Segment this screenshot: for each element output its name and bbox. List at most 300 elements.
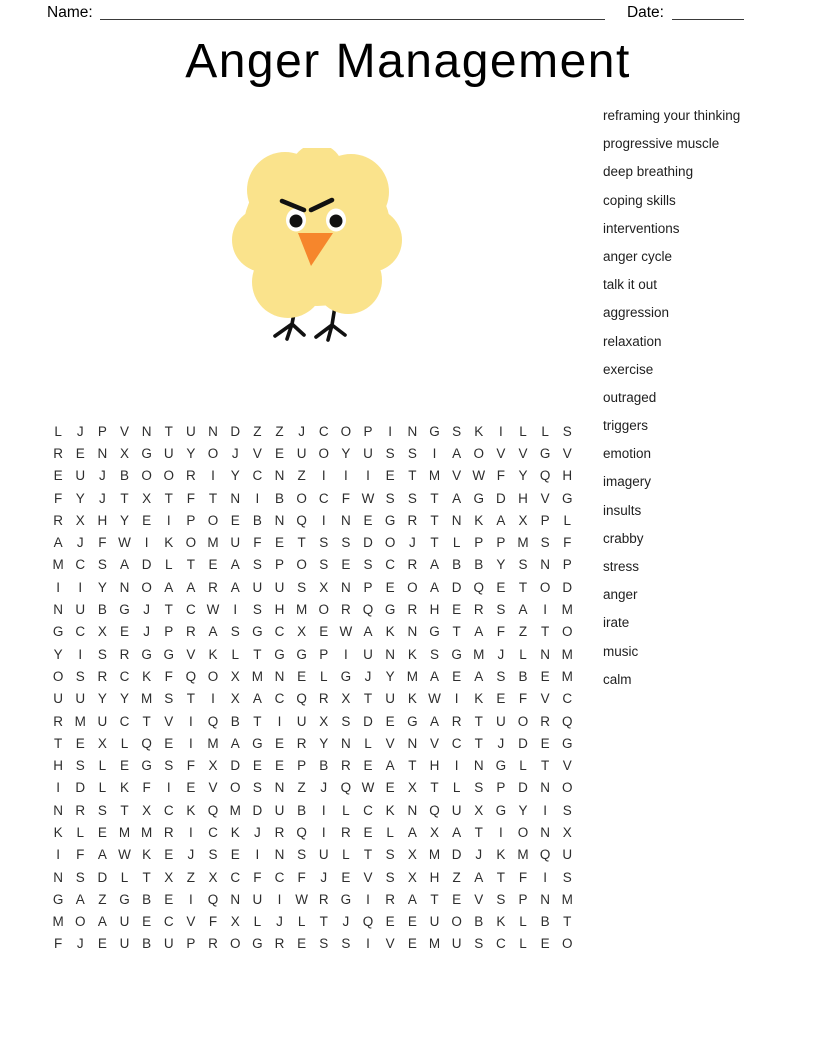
grid-cell: O (141, 468, 152, 484)
grid-cell: A (407, 824, 417, 840)
grid-cell: C (208, 824, 218, 840)
grid-cell: G (252, 936, 263, 952)
grid-cell: G (252, 624, 263, 640)
grid-cell: O (207, 445, 219, 461)
grid-cell: R (296, 735, 307, 751)
grid-cell: X (164, 869, 174, 885)
grid-cell: F (496, 468, 505, 484)
grid-cell: N (341, 735, 351, 751)
grid-cell: O (384, 535, 396, 551)
grid-cell: W (118, 535, 131, 551)
grid-cell: X (341, 691, 351, 707)
grid-cell: A (452, 490, 462, 506)
grid-cell: T (452, 624, 461, 640)
grid-cell: T (474, 713, 483, 729)
grid-cell: O (517, 824, 529, 840)
grid-cell: J (231, 445, 239, 461)
grid-cell: E (341, 869, 351, 885)
grid-cell: G (52, 891, 64, 907)
grid-cell: O (74, 914, 86, 930)
grid-cell: I (366, 891, 370, 907)
grid-cell: T (164, 602, 173, 618)
grid-cell: J (143, 602, 150, 618)
grid-cell: J (98, 468, 106, 484)
grid-cell: I (211, 691, 215, 707)
grid-cell: K (385, 624, 395, 640)
grid-cell: Z (275, 423, 284, 439)
grid-cell: Y (518, 468, 528, 484)
grid-cell: O (318, 445, 330, 461)
grid-cell: E (142, 512, 152, 528)
grid-cell: J (143, 624, 150, 640)
grid-cell: E (452, 668, 462, 684)
grid-cell: O (562, 624, 573, 640)
grid-cell: X (474, 802, 484, 818)
grid-cell: G (407, 713, 418, 729)
grid-cell: S (97, 557, 107, 573)
word-list-item: emotion (603, 446, 652, 462)
grid-cell: N (274, 512, 285, 528)
grid-cell: I (78, 579, 83, 595)
grid-cell: I (344, 468, 348, 484)
grid-cell: P (363, 423, 373, 439)
grid-cell: D (451, 847, 462, 863)
grid-cell: V (429, 735, 439, 751)
grid-cell: X (319, 579, 329, 595)
grid-cell: I (321, 512, 326, 528)
grid-cell: V (496, 445, 506, 461)
grid-cell: O (207, 668, 219, 684)
grid-cell: B (230, 713, 240, 729)
grid-cell: T (430, 780, 439, 796)
grid-cell: X (142, 802, 152, 818)
grid-cell: H (429, 758, 440, 774)
grid-cell: L (519, 423, 527, 439)
grid-cell: Q (185, 668, 197, 684)
grid-cell: H (53, 758, 63, 774)
grid-cell: F (53, 936, 63, 952)
grid-cell: J (497, 735, 505, 751)
grid-cell: M (141, 824, 153, 840)
grid-cell: L (519, 758, 527, 774)
grid-cell: E (297, 668, 307, 684)
grid-cell: E (119, 624, 129, 640)
grid-cell: U (119, 914, 130, 930)
grid-cell: V (474, 891, 484, 907)
grid-cell: S (474, 936, 484, 952)
grid-cell: V (540, 490, 550, 506)
grid-cell: E (540, 735, 550, 751)
grid-cell: S (208, 847, 218, 863)
grid-cell: L (320, 668, 328, 684)
grid-cell: M (52, 557, 64, 573)
word-list-item: anger cycle (603, 248, 673, 264)
grid-cell: X (562, 824, 572, 840)
grid-cell: G (163, 646, 175, 662)
grid-cell: E (97, 824, 107, 840)
grid-cell: E (363, 824, 373, 840)
grid-cell: N (407, 735, 418, 751)
grid-cell: T (408, 758, 417, 774)
grid-cell: S (562, 423, 572, 439)
grid-cell: T (430, 891, 439, 907)
grid-cell: X (230, 914, 240, 930)
grid-cell: S (97, 646, 107, 662)
name-write-line (100, 4, 605, 20)
grid-cell: G (119, 602, 130, 618)
grid-cell: T (363, 847, 373, 863)
grid-cell: A (474, 668, 484, 684)
grid-cell: T (474, 824, 483, 840)
grid-cell: S (429, 646, 439, 662)
grid-cell: S (252, 602, 262, 618)
grid-cell: B (142, 936, 152, 952)
grid-cell: M (52, 914, 64, 930)
grid-cell: I (56, 579, 60, 595)
grid-cell: C (75, 624, 86, 640)
grid-cell: R (473, 602, 484, 618)
grid-cell: I (166, 780, 171, 796)
grid-cell: K (186, 802, 196, 818)
grid-cell: C (274, 624, 285, 640)
grid-cell: C (75, 557, 86, 573)
grid-cell: R (341, 602, 351, 618)
grid-cell: U (163, 445, 174, 461)
grid-cell: E (385, 579, 395, 595)
grid-cell: S (252, 557, 262, 573)
grid-cell: N (97, 445, 108, 461)
grid-cell: F (208, 914, 218, 930)
word-list-item: music (603, 643, 639, 659)
word-list-item: crabby (603, 530, 644, 546)
grid-cell: V (186, 646, 196, 662)
grid-cell: K (142, 847, 152, 863)
grid-cell: B (319, 758, 329, 774)
grid-cell: P (97, 423, 107, 439)
grid-cell: P (274, 557, 284, 573)
grid-cell: O (318, 602, 330, 618)
grid-cell: B (540, 914, 550, 930)
grid-cell: N (230, 891, 241, 907)
grid-cell: N (451, 512, 462, 528)
grid-cell: A (97, 914, 107, 930)
grid-cell: I (454, 758, 459, 774)
grid-cell: B (474, 557, 484, 573)
grid-cell: U (53, 691, 63, 707)
grid-cell: S (75, 758, 85, 774)
word-list-item: stress (603, 559, 640, 574)
grid-cell: Y (97, 691, 107, 707)
grid-cell: Y (518, 802, 528, 818)
grid-cell: N (540, 824, 551, 840)
grid-cell: M (561, 646, 573, 662)
grid-cell: N (540, 646, 551, 662)
grid-cell: Z (253, 423, 262, 439)
grid-cell: O (296, 557, 307, 573)
grid-cell: O (185, 535, 197, 551)
grid-cell: N (141, 423, 152, 439)
grid-cell: L (98, 780, 107, 796)
grid-cell: R (53, 713, 63, 729)
grid-cell: R (341, 758, 351, 774)
grid-cell: E (540, 668, 550, 684)
grid-cell: X (407, 780, 417, 796)
grid-cell: S (363, 557, 373, 573)
grid-cell: Y (319, 735, 329, 751)
grid-cell: N (53, 869, 63, 885)
grid-cell: N (341, 579, 351, 595)
grid-cell: V (385, 936, 395, 952)
grid-cell: R (97, 668, 108, 684)
grid-cell: D (230, 758, 241, 774)
grid-cell: E (230, 512, 240, 528)
grid-cell: U (296, 713, 307, 729)
grid-cell: R (451, 713, 462, 729)
grid-cell: W (472, 468, 486, 484)
grid-cell: S (319, 936, 329, 952)
grid-cell: N (407, 423, 418, 439)
grid-cell: J (76, 535, 84, 551)
grid-cell: T (363, 691, 373, 707)
word-list-item: talk it out (603, 277, 658, 293)
grid-cell: H (97, 512, 108, 528)
grid-cell: R (407, 557, 418, 573)
grid-cell: V (363, 869, 373, 885)
grid-cell: P (186, 936, 196, 952)
grid-cell: T (518, 579, 528, 595)
grid-cell: F (563, 535, 572, 551)
grid-cell: E (274, 535, 284, 551)
grid-cell: X (407, 847, 417, 863)
grid-cell: E (385, 468, 395, 484)
grid-cell: G (340, 668, 352, 684)
grid-cell: H (518, 490, 528, 506)
grid-cell: T (430, 512, 439, 528)
grid-cell: L (98, 758, 107, 774)
letter-grid (47, 420, 578, 955)
grid-cell: T (541, 758, 550, 774)
grid-cell: T (253, 646, 262, 662)
grid-cell: E (341, 557, 351, 573)
grid-cell: S (385, 490, 395, 506)
grid-cell: T (142, 869, 151, 885)
grid-cell: I (321, 468, 326, 484)
grid-cell: J (276, 914, 283, 930)
grid-cell: A (496, 512, 506, 528)
grid-cell: C (451, 735, 462, 751)
grid-cell: D (451, 579, 462, 595)
grid-cell: I (56, 780, 60, 796)
grid-cell: S (540, 535, 550, 551)
grid-cell: E (186, 780, 196, 796)
grid-cell: I (344, 646, 348, 662)
grid-cell: J (187, 847, 195, 863)
grid-cell: I (543, 802, 548, 818)
grid-cell: Q (362, 602, 374, 618)
grid-cell: M (229, 802, 241, 818)
grid-cell: A (230, 579, 240, 595)
grid-cell: E (119, 758, 129, 774)
grid-cell: S (385, 445, 395, 461)
grid-cell: U (296, 445, 307, 461)
grid-cell: G (274, 646, 285, 662)
grid-cell: L (342, 802, 350, 818)
grid-cell: K (208, 646, 218, 662)
grid-cell: B (252, 512, 262, 528)
grid-cell: O (473, 445, 484, 461)
grid-cell: E (407, 936, 417, 952)
grid-cell: S (230, 624, 240, 640)
grid-cell: S (562, 869, 572, 885)
grid-cell: O (517, 713, 529, 729)
grid-cell: X (75, 512, 85, 528)
grid-cell: N (53, 802, 63, 818)
grid-cell: Q (473, 579, 484, 595)
grid-cell: N (540, 780, 551, 796)
grid-cell: E (75, 445, 85, 461)
grid-cell: T (408, 468, 417, 484)
grid-cell: Y (119, 691, 129, 707)
grid-cell: Z (98, 891, 107, 907)
grid-cell: R (318, 691, 329, 707)
grid-cell: S (496, 668, 506, 684)
grid-cell: N (208, 423, 218, 439)
grid-cell: O (296, 490, 307, 506)
word-list-item: coping skills (603, 192, 676, 208)
grid-cell: N (53, 602, 63, 618)
grid-cell: A (252, 691, 262, 707)
grid-cell: N (274, 668, 285, 684)
grid-cell: W (118, 847, 131, 863)
grid-cell: L (452, 535, 461, 551)
grid-cell: I (543, 869, 548, 885)
grid-cell: Q (340, 780, 352, 796)
grid-cell: E (385, 914, 395, 930)
grid-cell: I (432, 445, 437, 461)
grid-cell: K (496, 847, 506, 863)
grid-cell: N (230, 490, 241, 506)
date-write-line (672, 4, 744, 20)
grid-cell: F (76, 847, 85, 863)
grid-cell: O (539, 579, 551, 595)
grid-cell: M (517, 535, 529, 551)
grid-cell: O (229, 936, 241, 952)
grid-cell: P (496, 780, 506, 796)
grid-cell: Y (53, 646, 63, 662)
grid-cell: X (518, 512, 528, 528)
grid-cell: G (384, 602, 396, 618)
grid-cell: V (119, 423, 129, 439)
grid-cell: X (142, 490, 152, 506)
grid-cell: N (274, 847, 285, 863)
grid-cell: I (366, 936, 370, 952)
grid-cell: M (428, 468, 441, 484)
grid-cell: G (141, 646, 152, 662)
grid-cell: G (340, 891, 352, 907)
grid-cell: O (207, 512, 219, 528)
grid-cell: I (499, 824, 503, 840)
grid-cell: E (274, 445, 284, 461)
grid-cell: W (428, 691, 441, 707)
grid-cell: L (563, 512, 572, 528)
grid-cell: S (341, 713, 351, 729)
grid-cell: I (321, 802, 326, 818)
grid-cell: T (53, 735, 63, 751)
grid-cell: M (118, 824, 131, 840)
grid-cell: A (119, 557, 129, 573)
grid-cell: S (385, 847, 395, 863)
grid-cell: W (206, 602, 220, 618)
grid-cell: I (255, 490, 260, 506)
grid-cell: T (541, 624, 550, 640)
grid-cell: K (474, 512, 484, 528)
grid-cell: U (75, 602, 86, 618)
grid-cell: P (363, 579, 373, 595)
grid-cell: E (274, 735, 284, 751)
grid-cell: E (496, 691, 506, 707)
grid-cell: N (385, 646, 396, 662)
grid-cell: D (518, 780, 528, 796)
grid-cell: V (385, 735, 395, 751)
grid-cell: U (186, 423, 196, 439)
grid-cell: N (341, 512, 351, 528)
grid-cell: I (366, 468, 370, 484)
grid-cell: A (230, 557, 240, 573)
grid-cell: J (320, 869, 328, 885)
grid-cell: S (319, 557, 329, 573)
grid-cell: S (341, 535, 351, 551)
grid-cell: P (474, 535, 484, 551)
grid-cell: L (165, 557, 173, 573)
grid-cell: F (341, 490, 351, 506)
grid-cell: J (475, 847, 483, 863)
grid-cell: W (295, 891, 308, 907)
grid-cell: T (319, 914, 328, 930)
grid-cell: E (297, 936, 307, 952)
grid-cell: D (363, 713, 373, 729)
grid-cell: P (319, 646, 329, 662)
grid-cell: Y (97, 579, 107, 595)
grid-cell: S (496, 891, 506, 907)
grid-cell: B (142, 891, 152, 907)
grid-cell: T (208, 490, 218, 506)
grid-cell: Q (207, 891, 219, 907)
grid-cell: A (75, 891, 85, 907)
grid-cell: U (252, 579, 263, 595)
grid-cell: E (496, 579, 506, 595)
grid-cell: M (141, 691, 153, 707)
grid-cell: R (407, 602, 418, 618)
grid-cell: C (163, 802, 174, 818)
grid-cell: B (452, 557, 462, 573)
grid-cell: S (97, 802, 107, 818)
grid-cell: V (562, 758, 572, 774)
grid-cell: R (119, 646, 130, 662)
grid-cell: X (297, 624, 307, 640)
grid-cell: S (407, 490, 417, 506)
grid-cell: I (543, 602, 548, 618)
word-list-item: aggression (603, 305, 670, 321)
grid-cell: U (75, 691, 86, 707)
grid-cell: F (142, 780, 151, 796)
grid-cell: D (496, 490, 506, 506)
grid-cell: E (208, 557, 218, 573)
word-list-item: reframing your thinking (603, 108, 741, 123)
grid-cell: V (252, 445, 262, 461)
grid-cell: J (76, 936, 84, 952)
grid-cell: N (540, 557, 551, 573)
grid-cell: J (342, 914, 350, 930)
